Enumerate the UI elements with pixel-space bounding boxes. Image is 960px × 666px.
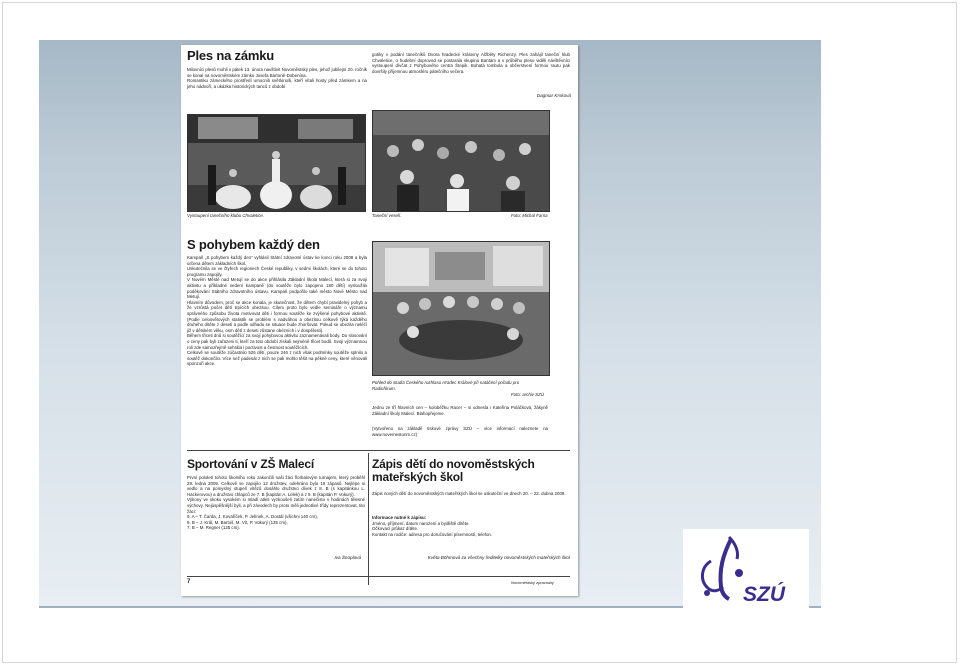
article3-list-item: 9. A – T. Čarda, J. Kovaříček, P. Jelínek, A. Dostál (všichni 140 cm),	[187, 514, 318, 520]
article1-paragraph: Milovníci plesů mohli v pátek 13. února navštívit Novoměstský ples, jehož jubilejní 20. ročník se konal na novoměstském zámku Josefa Bartoně-Dobenína.	[187, 67, 367, 78]
photo-credit: Foto: Michal Farna	[511, 213, 548, 218]
article2-paragraph: V Novém Městě nad Metují se do akce přihlásila Základní škola Malecí, která si za svoji aktivitu a příkladné vedení kampaně (do soutěže bylo zapojeno 180 dětí) vysloužila poděkování Státního zdravotního ústavu. Kampaň podpořilo také město Nové Město nad Metují.	[187, 277, 367, 300]
article1-col1	[187, 67, 367, 89]
article3-paragraph: První pololetí tohoto školního roku zakončili naši žáci florbalovým turnajem, který proběhl 29. ledna 2009. Celkově se zapojilo 12 družstev, odehráno bylo 19 zápasů. Nejlépe si vedlo a na pomyslný stupeň vítězů dosáhlo družstvo dívek z 8. B (s kapitánkou L. Hackerovou) a družstvo chlapců ze 7. B (kapitán A. Lelek) a z 9. B (kapitán P. Vokurý).	[187, 475, 365, 497]
article2-title: S pohybem každý den	[187, 237, 320, 252]
photo-dancers	[187, 114, 366, 212]
article4-title: Zápis dětí do novoměstských mateřských škol	[372, 457, 535, 484]
article4-intro: Zápis nových dětí do novoměstských mateřských škol se uskuteční ve dnech 20. – 22. dubna 2009.	[372, 491, 566, 496]
article3-author: Iva Šnoplová	[334, 555, 361, 560]
szu-logo	[683, 529, 809, 609]
article3-body	[187, 475, 365, 531]
newspaper-page	[181, 45, 578, 596]
crowd-dancing-image	[373, 111, 549, 211]
studio-photo-caption: Pohled do studia Českého rozhlasu Hradec Králové při natáčení pořadu pro Radiofórum.	[372, 380, 520, 391]
publication-name: Novoměstský zpravodaj	[511, 580, 554, 585]
photo-radio-studio	[372, 241, 550, 376]
photo1-caption: Vystoupení tanečního klubu Chvaletice.	[187, 213, 265, 218]
article2-paragraph: Kampaň „S pohybem každý den“ vyhlásil Státní zdravotní ústav ke konci roku 2008 a byla určena dětem základních škol.	[187, 255, 367, 266]
article1-paragraph: Romantiku zámeckého prostředí umocnili světlonoši, kteří vítali hosty před zámkem a na jeho nádvoří, a ukázka historických tanců z období	[187, 78, 367, 89]
article2-paragraph: Během třiceti dnů si soutěžící za svoji pohybovou aktivitu zaznamenávali body. Do slosování o ceny pak byli zařazeni ti, kteří za toto období získali nejméně třicet bodů. Svoji významnou roli zde samozřejmě sehrála i poctivost a čestnost soutěžících.	[187, 333, 367, 350]
section-divider	[187, 450, 570, 451]
article1-col2: gotiky v podání tanečníků Dvora hradecké královny Alžběty Richenzy. Ples zahájil taneční klub Chvaletice, o hudební doprovod se postarala skupina Bantam a v průběhu plesu viděli návštěvníci vystoupení dívčat z Pohybového centra Štepik. Bohatá tombola a občerstvení formou rautu pak dovršily příjemnou atmosféru pátečního večera.	[372, 52, 570, 74]
radio-studio-image	[373, 242, 549, 375]
article1-author: Dagmar Krsková	[536, 93, 571, 98]
article3-paragraph: Výkony ve skoku vysokém si mladí atleti vyzkoušeli zatím nanečisto v hodinách tělesné výchovy. Nejúspěšnější byli, a při závodech by proto měli jednotlivé třídy reprezentovat, tito žáci:	[187, 497, 365, 514]
article2-body	[187, 255, 367, 367]
article3-list-item: 7. B – M. Regner (125 cm).	[187, 525, 240, 531]
svg-text:SZÚ: SZÚ	[743, 583, 785, 606]
article4-list-heading: Informace nutné k zápisu:	[372, 515, 427, 520]
dance-performance-image	[188, 115, 365, 211]
article4-list-item: Jméno, příjmení, datum narození a bydliště dítěte.	[372, 520, 470, 526]
article4-signature: Květa Böhmová za všechny ředitelky novoměstských mateřských škol	[427, 555, 570, 560]
article2-side-note: (Vytvořeno na základě tiskové zprávy SZÚ – více informací naleznete na www.novemestonm.cz)	[372, 426, 548, 437]
photo2-caption: Taneční veselí.	[372, 213, 402, 218]
article1-title: Ples na zámku	[187, 48, 274, 63]
article4-list	[372, 515, 570, 537]
photo-dance-floor	[372, 110, 550, 212]
article2-paragraph: Uskutečnila se ve čtyřech regionech České republiky, v sedmi školách, které se do tohoto programu zapojily.	[187, 266, 367, 277]
page-number: 7	[187, 579, 191, 585]
column-divider	[368, 453, 369, 585]
article3-title: Sportování v ZŠ Malecí	[187, 457, 314, 471]
szu-emblem-icon	[683, 529, 809, 609]
article2-paragraph: Celkově se soutěže zúčastnilo 526 dětí, pouze 246 z nich však podmínky soutěže splnilo a soutěž dokončilo. Více než padesát z nich se pak mohlo těšit na pěkné ceny, které věnovali sponzoři akce.	[187, 350, 367, 367]
article4-list-item: Očkovací průkaz dítěte.	[372, 526, 419, 532]
article4-list-item: Kontakt na rodiče: adresa pro doručování písemností, telefon.	[372, 531, 493, 537]
studio-photo-credit: Foto: archiv SZÚ	[511, 392, 544, 397]
article3-list-item: 9. B – J. Král, M. Bartoš, M. Vít, P. Vokurý (135 cm),	[187, 519, 288, 525]
article2-paragraph: Hlavním důvodem, proč se akce konala, je skutečnost, že dětem chybí pravidelný pohyb a že vzrůstá počet dětí trpících obezitou. Cílem proto bylo vedle semináře o významu správného způsobu života motivovat děti i formou soutěže ke zvýšené pohybové aktivitě. (Podle celosvětových statistik se problém s nadváhou a obezitou celkově týká každého druhého dítěte z deseti a podle odhadu se situace bude zhoršovat. Pokud se obezita neléčí již v dětském věku, osm dětí z deseti zůstane obézních i v dospělosti).	[187, 299, 367, 333]
footer-rule	[187, 576, 570, 577]
article2-side-text: Jednu ze tří hlavních cen – koloběžku Racer – si odnesla i Kateřina Poláčková, žákyně Základní školy Malecí. Blahopřejeme.	[372, 405, 548, 416]
